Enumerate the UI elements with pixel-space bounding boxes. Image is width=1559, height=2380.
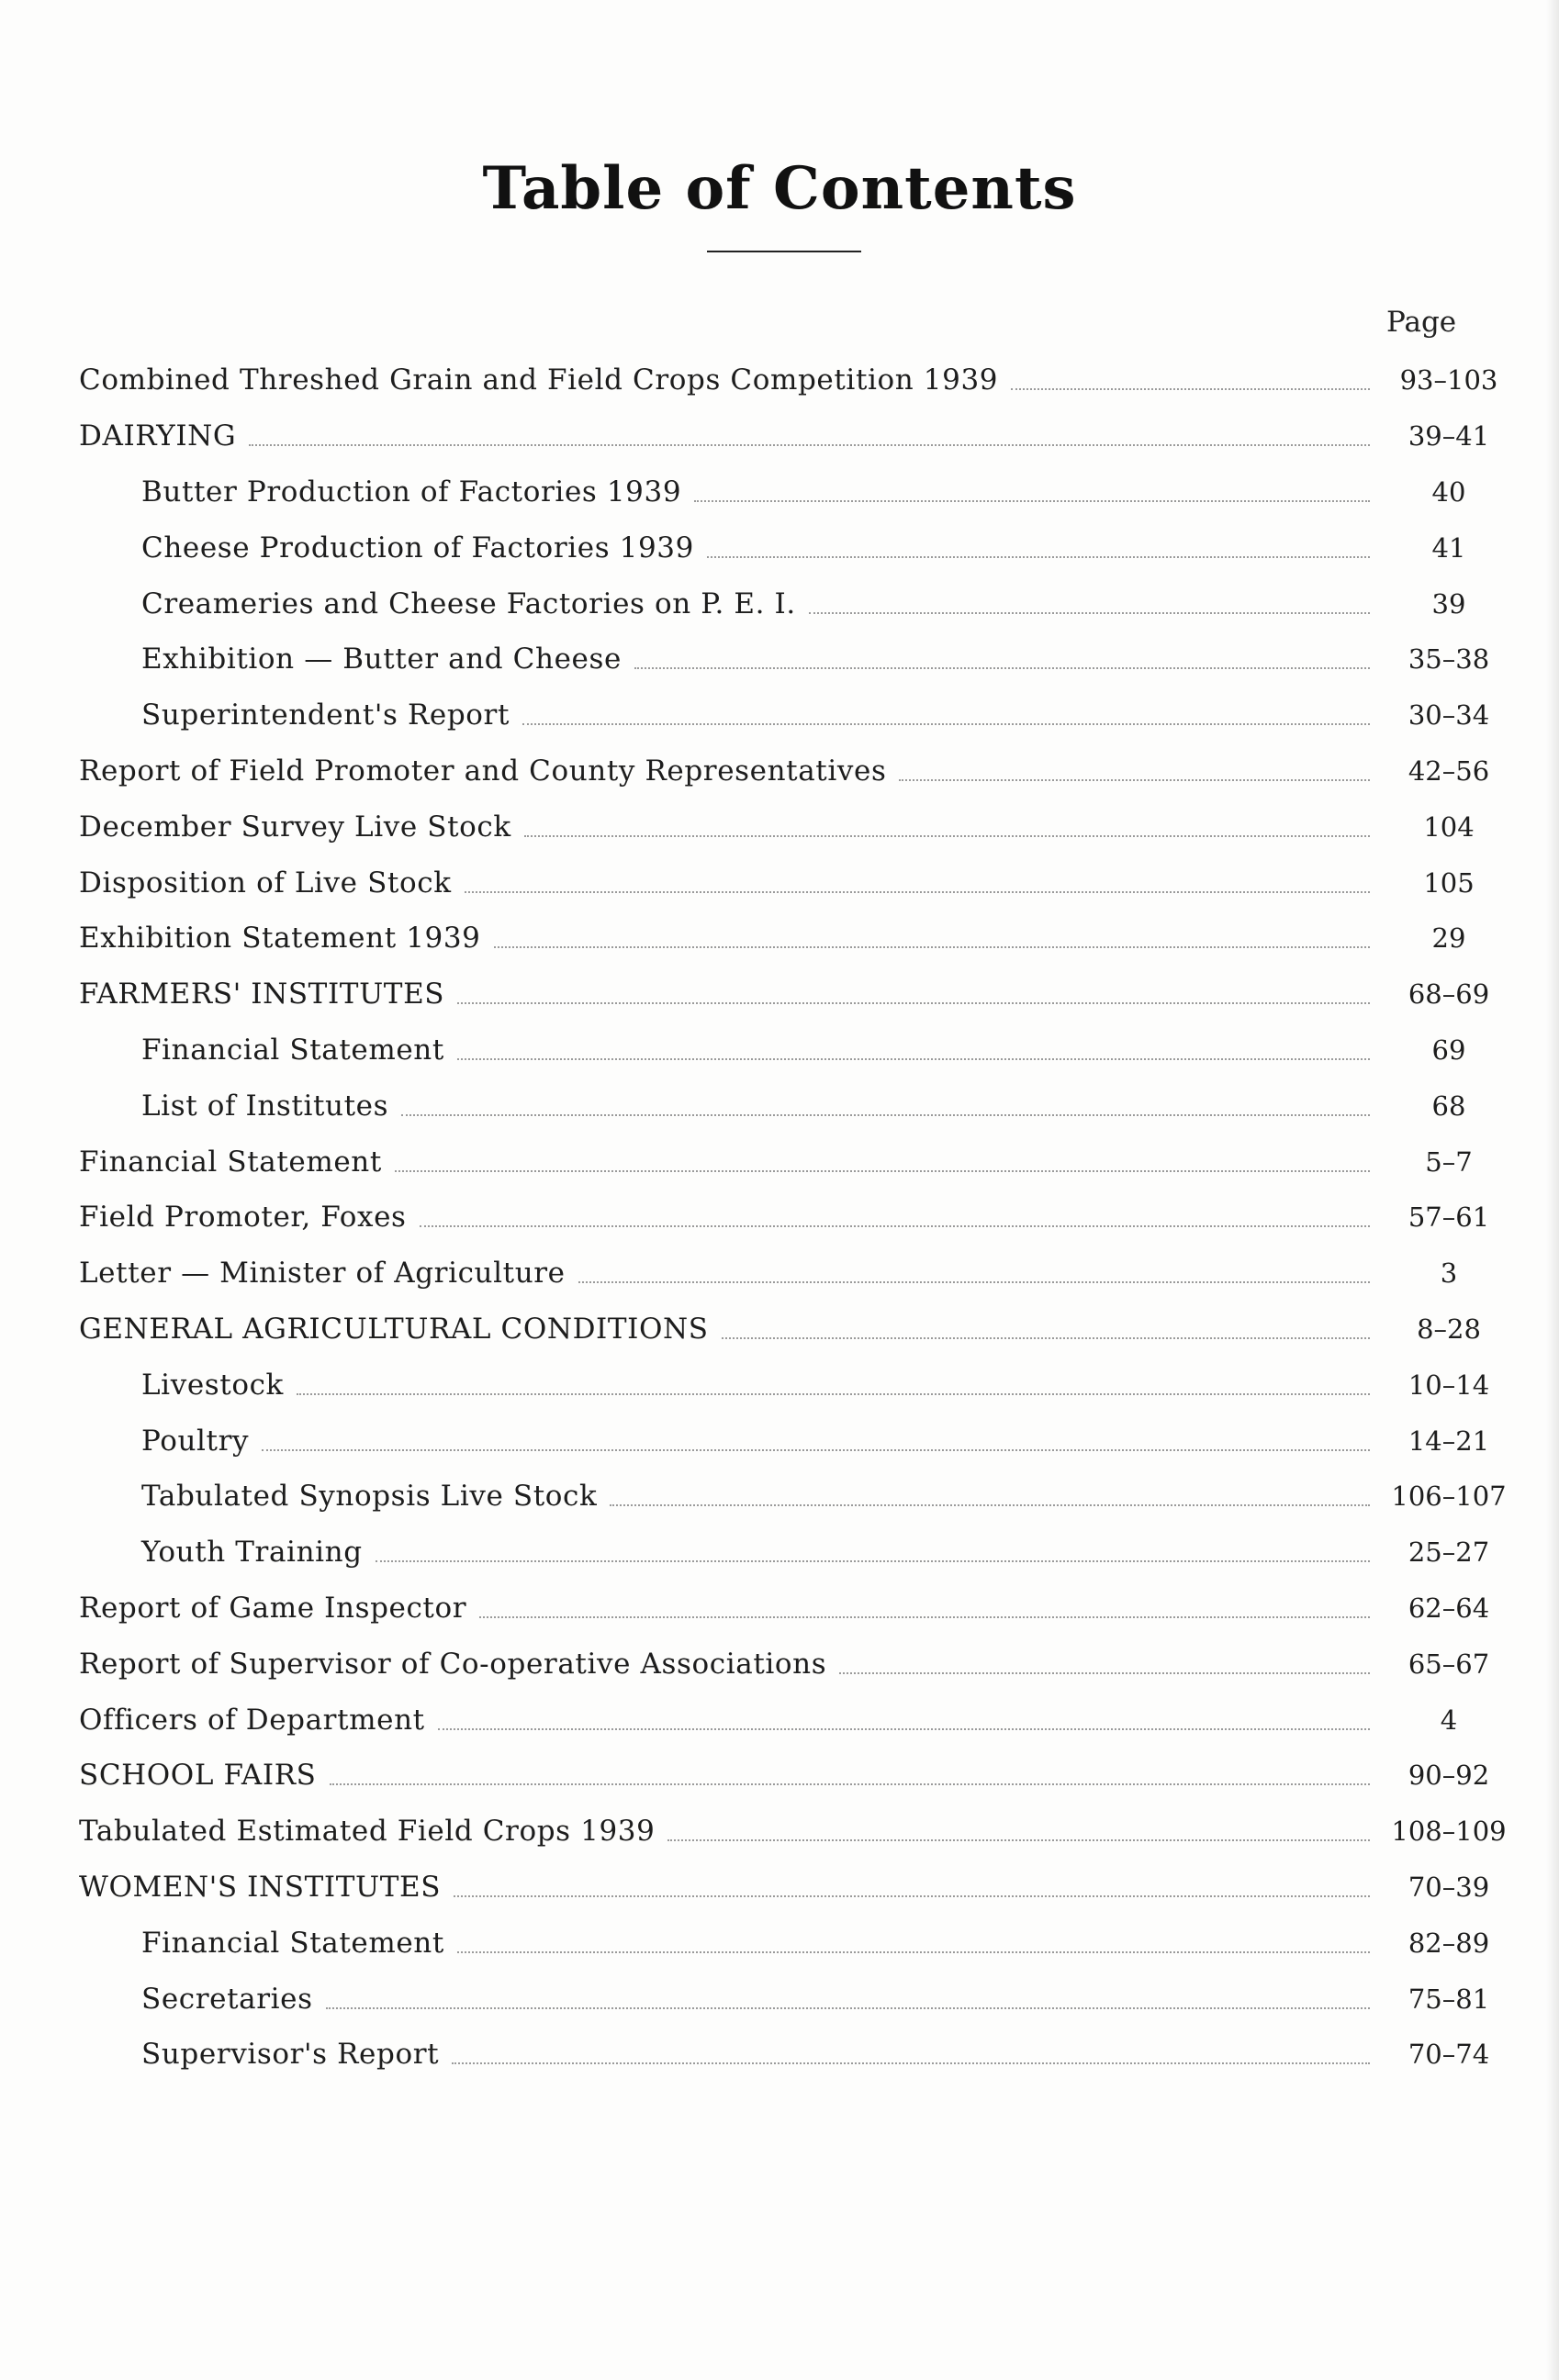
toc-entry[interactable]	[0, 575, 1559, 631]
dot-leader	[667, 1839, 1370, 1841]
toc-entry-label: Disposition of Live Stock	[79, 866, 452, 899]
toc-entry-page-number: 14–21	[1408, 1425, 1490, 1457]
toc-entry-label: Youth Training	[141, 1536, 363, 1570]
toc-entry[interactable]	[0, 1525, 1559, 1581]
toc-entry-label: Secretaries	[141, 1982, 313, 2016]
toc-entry-page-number: 40	[1431, 475, 1466, 508]
dot-leader	[839, 1672, 1370, 1674]
toc-entry-page-number: 90–92	[1408, 1760, 1490, 1792]
dot-leader	[262, 1449, 1370, 1451]
toc-entry-label: List of Institutes	[141, 1089, 389, 1123]
toc-entry-page-number: 29	[1431, 922, 1466, 955]
toc-entry-label: Cheese Production of Factories 1939	[141, 531, 694, 564]
toc-entry[interactable]	[0, 1022, 1559, 1078]
toc-entry-page-number: 30–34	[1408, 699, 1490, 732]
toc-entry-label: December Survey Live Stock	[79, 810, 511, 844]
toc-entry[interactable]	[0, 799, 1559, 855]
toc-entry-label: Report of Field Promoter and County Representatives	[79, 754, 887, 788]
toc-entry-page-number: 4	[1440, 1704, 1458, 1736]
toc-entry-page-number: 25–27	[1408, 1536, 1490, 1569]
toc-entry-page-number: 3	[1440, 1257, 1458, 1290]
dot-leader	[465, 891, 1370, 893]
toc-entry-label: Combined Threshed Grain and Field Crops Competition 1939	[79, 363, 999, 397]
toc-entry-page-number: 68–69	[1408, 978, 1490, 1011]
toc-entry-label: Poultry	[141, 1424, 250, 1458]
dot-leader	[694, 500, 1370, 502]
toc-entry[interactable]	[0, 1636, 1559, 1692]
toc-entry[interactable]	[0, 1804, 1559, 1860]
toc-entry[interactable]	[0, 408, 1559, 464]
dot-leader	[395, 1170, 1370, 1172]
toc-entry-label: SCHOOL FAIRS	[79, 1759, 317, 1793]
toc-entry-label: Creameries and Cheese Factories on P. E. I.	[141, 587, 796, 620]
toc-entry-page-number: 70–39	[1408, 1871, 1490, 1903]
toc-entry-page-number: 104	[1423, 810, 1475, 843]
toc-entry[interactable]	[0, 967, 1559, 1022]
toc-entry-label: FARMERS' INSTITUTES	[79, 978, 445, 1011]
toc-entry-label: Livestock	[141, 1368, 284, 1402]
toc-entry[interactable]	[0, 352, 1559, 408]
toc-entry-label: Field Promoter, Foxes	[79, 1201, 407, 1235]
dot-leader	[457, 1002, 1370, 1004]
toc-entry[interactable]	[0, 2027, 1559, 2083]
toc-entry-label: Financial Statement	[79, 1145, 382, 1179]
toc-entry-page-number: 10–14	[1408, 1369, 1490, 1401]
toc-entry-label: Report of Supervisor of Co-operative Associations	[79, 1647, 827, 1681]
dot-leader	[524, 835, 1370, 837]
dot-leader	[420, 1225, 1370, 1227]
toc-entry-page-number: 93–103	[1399, 364, 1498, 397]
toc-entry[interactable]	[0, 1190, 1559, 1246]
toc-entry[interactable]	[0, 1692, 1559, 1748]
toc-entry-label: GENERAL AGRICULTURAL CONDITIONS	[79, 1312, 709, 1346]
toc-entry-label: WOMEN'S INSTITUTES	[79, 1870, 442, 1904]
dot-leader	[457, 1951, 1370, 1953]
toc-entry[interactable]	[0, 855, 1559, 911]
toc-entry-page-number: 75–81	[1408, 1983, 1490, 2015]
dot-leader	[494, 946, 1371, 948]
page-column-header: Page	[1386, 306, 1457, 339]
toc-entry[interactable]	[0, 687, 1559, 743]
toc-entry[interactable]	[0, 1860, 1559, 1916]
toc-entry[interactable]	[0, 1915, 1559, 1971]
toc-entry-page-number: 41	[1431, 531, 1466, 564]
dot-leader	[457, 1058, 1370, 1060]
toc-entry-page-number: 70–74	[1408, 2039, 1490, 2071]
dot-leader	[722, 1337, 1370, 1339]
toc-entry-page-number: 5–7	[1425, 1145, 1473, 1178]
dot-leader	[376, 1560, 1370, 1562]
dot-leader	[1011, 388, 1370, 390]
toc-entry-page-number: 35–38	[1408, 643, 1490, 676]
toc-entry-label: Exhibition — Butter and Cheese	[141, 642, 622, 676]
toc-entry[interactable]	[0, 1413, 1559, 1469]
toc-entry-label: DAIRYING	[79, 419, 237, 453]
toc-entry-page-number: 68	[1431, 1089, 1466, 1122]
dot-leader	[326, 2007, 1370, 2009]
toc-entry[interactable]	[0, 1246, 1559, 1302]
toc-entry-label: Butter Production of Factories 1939	[141, 475, 682, 508]
dot-leader	[454, 1895, 1370, 1897]
toc-entry-label: Superintendent's Report	[141, 698, 510, 732]
toc-entry-page-number: 69	[1431, 1034, 1466, 1066]
toc-entry-page-number: 65–67	[1408, 1648, 1490, 1680]
dot-leader	[479, 1616, 1370, 1618]
dot-leader	[610, 1504, 1370, 1506]
toc-entry[interactable]	[0, 743, 1559, 799]
toc-entry[interactable]	[0, 464, 1559, 520]
toc-entry-label: Tabulated Synopsis Live Stock	[141, 1480, 598, 1514]
toc-entry-label: Report of Game Inspector	[79, 1591, 467, 1625]
dot-leader	[899, 779, 1370, 781]
dot-leader	[522, 723, 1370, 725]
toc-entry[interactable]	[0, 1078, 1559, 1134]
toc-list	[0, 352, 1559, 2083]
dot-leader	[297, 1393, 1370, 1395]
toc-entry-page-number: 8–28	[1417, 1313, 1481, 1345]
toc-entry[interactable]	[0, 1971, 1559, 2027]
dot-leader	[809, 612, 1370, 614]
toc-entry[interactable]	[0, 911, 1559, 967]
toc-entry-page-number: 39–41	[1408, 420, 1490, 453]
toc-entry[interactable]	[0, 1748, 1559, 1804]
toc-entry-page-number: 62–64	[1408, 1592, 1490, 1624]
dot-leader	[401, 1114, 1370, 1116]
toc-entry[interactable]	[0, 520, 1559, 575]
toc-entry[interactable]	[0, 1134, 1559, 1190]
dot-leader	[634, 667, 1370, 669]
toc-entry-page-number: 108–109	[1391, 1816, 1507, 1848]
toc-entry-label: Exhibition Statement 1939	[79, 922, 481, 955]
dot-leader	[452, 2062, 1370, 2064]
toc-entry[interactable]	[0, 1469, 1559, 1525]
toc-entry-label: Officers of Department	[79, 1703, 425, 1737]
toc-entry-label: Financial Statement	[141, 1926, 444, 1960]
toc-entry-page-number: 39	[1431, 587, 1466, 620]
toc-entry-label: Tabulated Estimated Field Crops 1939	[79, 1815, 656, 1849]
page-title: Table of Contents	[482, 154, 1077, 223]
toc-entry-label: Supervisor's Report	[141, 2038, 440, 2072]
toc-entry-page-number: 57–61	[1408, 1201, 1490, 1234]
title-underline	[707, 251, 861, 252]
dot-leader	[249, 444, 1370, 446]
dot-leader	[578, 1281, 1370, 1283]
toc-entry[interactable]	[0, 631, 1559, 687]
toc-entry-page-number: 105	[1423, 866, 1475, 899]
toc-entry-label: Financial Statement	[141, 1033, 444, 1067]
dot-leader	[330, 1783, 1371, 1785]
toc-entry-page-number: 42–56	[1408, 754, 1490, 787]
toc-entry[interactable]	[0, 1302, 1559, 1358]
toc-entry[interactable]	[0, 1357, 1559, 1413]
toc-entry-page-number: 82–89	[1408, 1927, 1490, 1959]
toc-entry[interactable]	[0, 1581, 1559, 1637]
toc-entry-label: Letter — Minister of Agriculture	[79, 1257, 566, 1291]
dot-leader	[438, 1728, 1370, 1730]
dot-leader	[707, 556, 1370, 558]
toc-entry-page-number: 106–107	[1391, 1481, 1507, 1513]
